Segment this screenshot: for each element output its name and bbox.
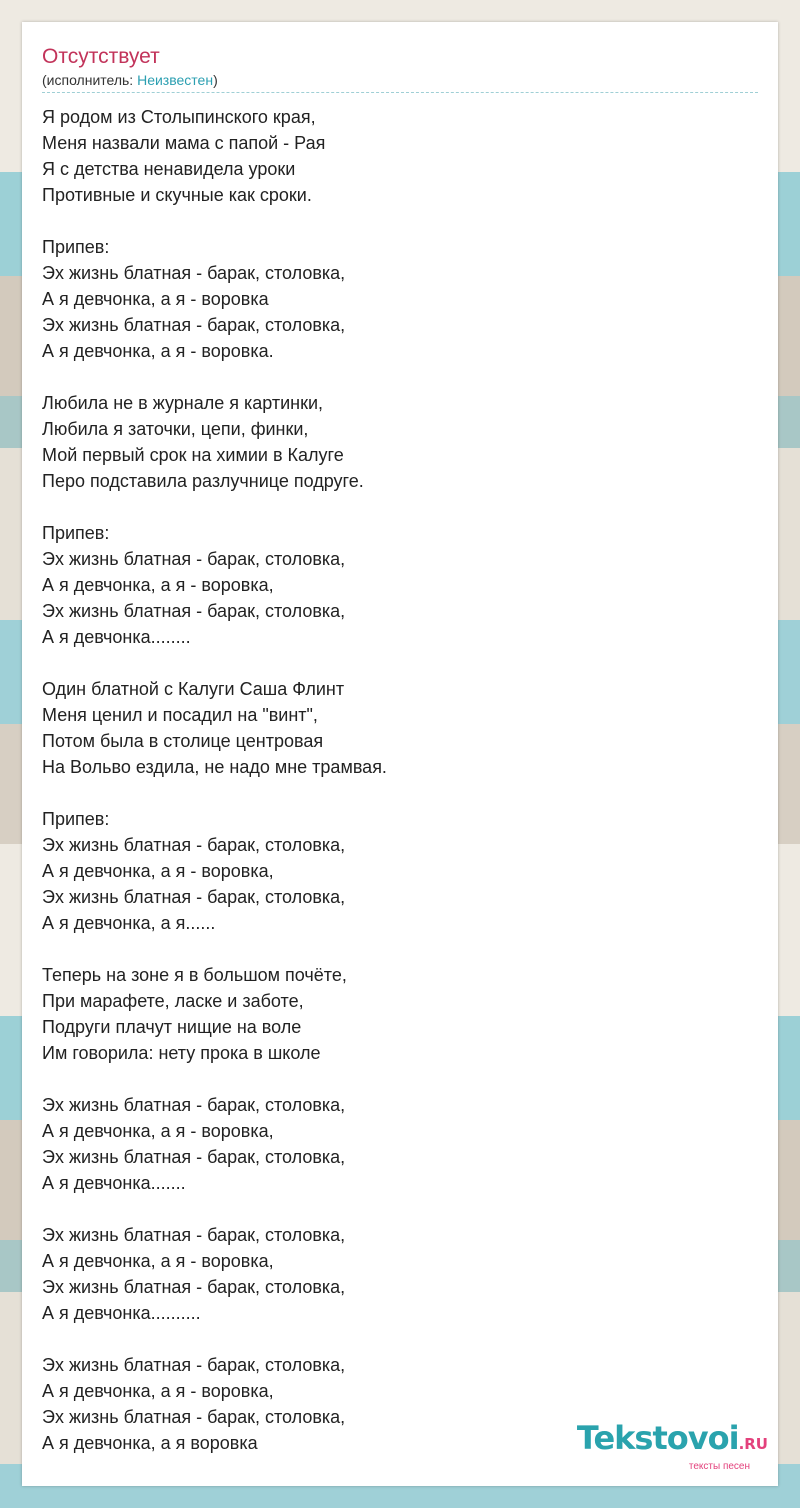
lyrics-line: Я с детства ненавидела уроки [42,159,296,179]
lyrics-line: Противные и скучные как сроки. [42,185,312,205]
lyrics-line: Эх жизнь блатная - барак, столовка, [42,1277,346,1297]
lyrics-blank-line [42,780,758,806]
lyrics-line: А я девчонка, а я - воровка. [42,341,274,361]
lyrics-line: А я девчонка, а я - воровка, [42,575,274,595]
lyrics-card [22,22,778,1486]
lyrics-line: А я девчонка, а я...... [42,913,216,933]
lyrics-line: Эх жизнь блатная - барак, столовка, [42,1355,346,1375]
performer-line [42,71,758,89]
lyrics-line: Меня ценил и посадил на "винт", [42,705,318,725]
lyrics-line: А я девчонка, а я - воровка, [42,1121,274,1141]
lyrics-blank-line [42,208,758,234]
lyrics-line: Мой первый срок на химии в Калуге [42,445,344,465]
logo-tagline: тексты песен [688,1461,750,1472]
lyrics-line: Эх жизнь блатная - барак, столовка, [42,1225,346,1245]
lyrics-line: Я родом из Столыпинского края, [42,107,316,127]
lyrics-blank-line [42,1066,758,1092]
lyrics-line: Припев: [42,523,110,543]
lyrics-text [42,104,758,1456]
performer-prefix: (исполнитель: [42,72,138,88]
lyrics-line: Меня назвали мама с папой - Рая [42,133,326,153]
lyrics-line: При марафете, ласке и заботе, [42,991,304,1011]
lyrics-line: Эх жизнь блатная - барак, столовка, [42,601,346,621]
lyrics-line: Любила я заточки, цепи, финки, [42,419,309,439]
lyrics-line: А я девчонка, а я - воровка, [42,1251,274,1271]
lyrics-line: Теперь на зоне я в большом почёте, [42,965,347,985]
lyrics-line: А я девчонка, а я воровка [42,1433,258,1453]
lyrics-line: Один блатной с Калуги Саша Флинт [42,679,345,699]
logo-main-text: Tekstovoi [576,1419,739,1457]
lyrics-line: А я девчонка....... [42,1173,186,1193]
lyrics-line: Эх жизнь блатная - барак, столовка, [42,835,346,855]
lyrics-blank-line [42,1326,758,1352]
lyrics-line: Эх жизнь блатная - барак, столовка, [42,1095,346,1115]
logo-wordmark [577,1421,768,1461]
lyrics-blank-line [42,1196,758,1222]
song-header [42,44,758,89]
performer-suffix: ) [213,72,218,88]
lyrics-blank-line [42,936,758,962]
lyrics-line: А я девчонка........ [42,627,191,647]
lyrics-line: Эх жизнь блатная - барак, столовка, [42,1407,346,1427]
lyrics-line: Эх жизнь блатная - барак, столовка, [42,315,346,335]
song-title: Отсутствует [42,45,160,68]
lyrics-line: Им говорила: нету прока в школе [42,1043,321,1063]
lyrics-line: А я девчонка.......... [42,1303,201,1323]
lyrics-blank-line [42,494,758,520]
lyrics-line: А я девчонка, а я - воровка [42,289,269,309]
lyrics-line: Припев: [42,237,110,257]
lyrics-line: На Вольво ездила, не надо мне трамвая. [42,757,387,777]
lyrics-line: Эх жизнь блатная - барак, столовка, [42,887,346,907]
performer-link[interactable]: Неизвестен [137,72,214,88]
header-divider [42,92,758,93]
lyrics-line: Перо подставила разлучнице подруге. [42,471,364,491]
lyrics-line: А я девчонка, а я - воровка, [42,1381,274,1401]
lyrics-line: Эх жизнь блатная - барак, столовка, [42,263,346,283]
lyrics-line: Любила не в журнале я картинки, [42,393,324,413]
site-logo[interactable] [577,1421,768,1472]
lyrics-line: Припев: [42,809,110,829]
lyrics-blank-line [42,364,758,390]
lyrics-line: Эх жизнь блатная - барак, столовка, [42,549,346,569]
lyrics-blank-line [42,650,758,676]
lyrics-line: Потом была в столице центровая [42,731,324,751]
lyrics-line: Подруги плачут нищие на воле [42,1017,302,1037]
logo-domain-suffix: .RU [738,1435,768,1453]
lyrics-line: А я девчонка, а я - воровка, [42,861,274,881]
lyrics-line: Эх жизнь блатная - барак, столовка, [42,1147,346,1167]
